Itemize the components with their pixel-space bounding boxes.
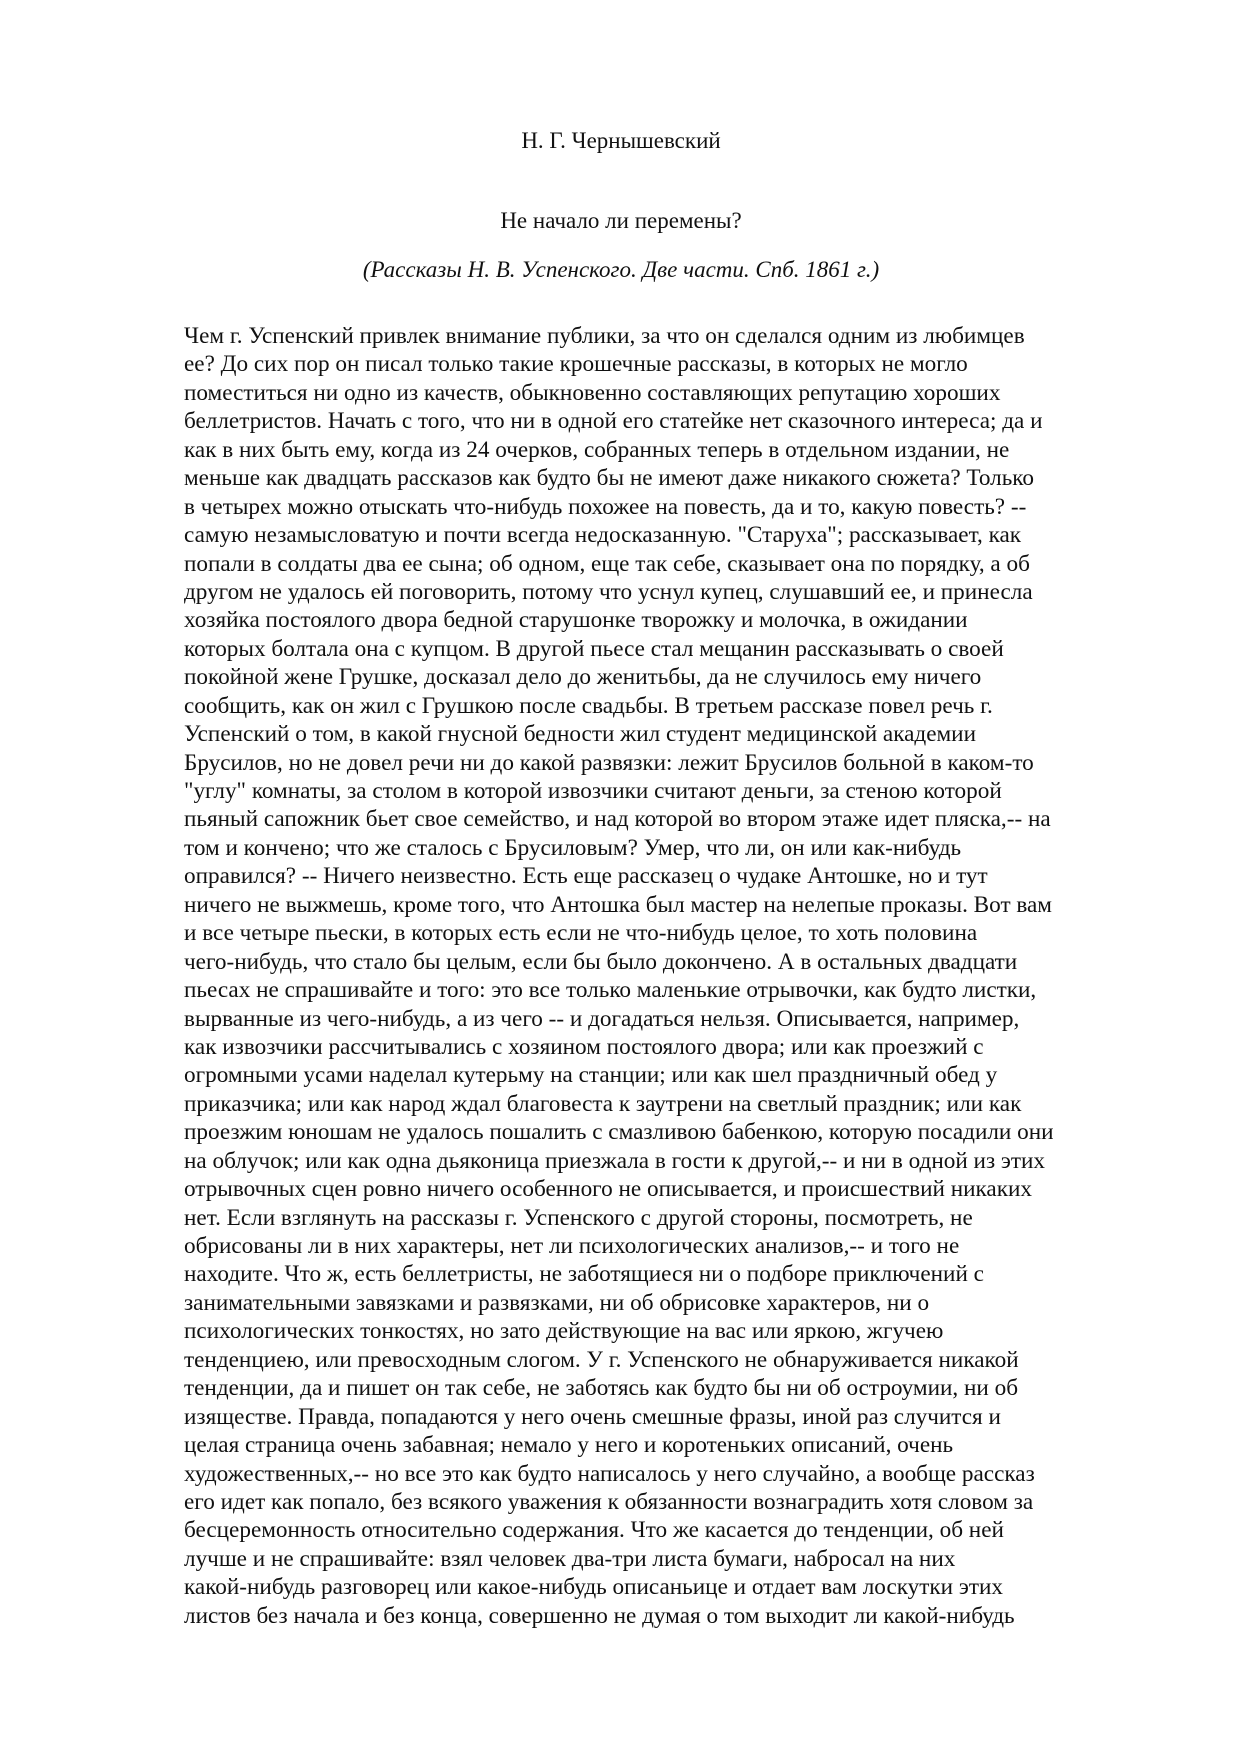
text-line: лучше и не спрашивайте: взял человек два-три листа бумаги, набросал на них: [184, 1545, 956, 1572]
article-subtitle: (Рассказы Н. В. Успенского. Две части. Спб. 1861 г.): [362, 257, 880, 282]
text-line: другом не удалось ей поговорить, потому что уснул купец, слушавший ее, и принесла: [184, 578, 1033, 605]
text-line: его идет как попало, без всякого уважения к обязанности вознаградить хотя словом за: [184, 1488, 1034, 1515]
text-line: том и кончено; что же сталось с Брусиловым? Умер, что ли, он или как-нибудь: [184, 834, 962, 861]
text-line: поместиться ни одно из качеств, обыкновенно составляющих репутацию хороших: [184, 379, 1001, 406]
text-line: целая страница очень забавная; немало у него и коротеньких описаний, очень: [184, 1432, 954, 1459]
text-line: беллетристов. Начать с того, что ни в одной его статейке нет сказочного интереса; да и: [184, 408, 1043, 435]
text-line: вырванные из чего-нибудь, а из чего -- и догадаться нельзя. Описывается, например,: [184, 1005, 1020, 1032]
text-line: нет. Если взглянуть на рассказы г. Успенского с другой стороны, посмотреть, не: [184, 1204, 973, 1231]
text-line: чего-нибудь, что стало бы целым, если бы было докончено. А в остальных двадцати: [184, 948, 1018, 975]
text-line: отрывочных сцен ровно ничего особенного не описывается, и происшествий никаких: [184, 1176, 1032, 1203]
text-line: Чем г. Успенский привлек внимание публики, за что он сделался одним из любимцев: [184, 323, 1025, 349]
text-line: изяществе. Правда, попадаются у него очень смешные фразы, иной раз случится и: [184, 1403, 1001, 1430]
text-line: как в них быть ему, когда из 24 очерков, собранных теперь в отдельном издании, не: [184, 436, 1010, 463]
text-line: меньше как двадцать рассказов как будто бы не имеют даже никакого сюжета? Только: [184, 465, 1034, 492]
text-line: обрисованы ли в них характеры, нет ли психологических анализов,-- и того не: [184, 1233, 960, 1259]
body-paragraph: [184, 322, 1134, 1630]
text-line: находите. Что ж, есть беллетристы, не заботящиеся ни о подборе приключений с: [184, 1261, 984, 1288]
text-line: в четырех можно отыскать что-нибудь похожее на повесть, да и то, какую повесть? --: [184, 493, 1027, 520]
text-line: Успенский о том, в какой гнусной бедности жил студент медицинской академии: [184, 721, 977, 748]
text-line: оправился? -- Ничего неизвестно. Есть еще рассказец о чудаке Антошке, но и тут: [184, 863, 988, 890]
text-line: тенденциею, или превосходным слогом. У г. Успенского не обнаруживается никакой: [184, 1346, 1019, 1373]
text-line: попали в солдаты два ее сына; об одном, еще так себе, сказывает она по порядку, а об: [184, 550, 1030, 577]
text-line: приказчика; или как народ ждал благовеста к заутрени на светлый праздник; или как: [184, 1090, 1022, 1117]
text-line: листов без начала и без конца, совершенно не думая о том выходит ли какой-нибудь: [184, 1602, 1015, 1629]
text-line: ее? До сих пор он писал только такие крошечные рассказы, в которых не могло: [184, 351, 968, 378]
text-line: ничего не выжмешь, кроме того, что Антошка был мастер на нелепые проказы. Вот вам: [184, 891, 1052, 918]
author-name: Н. Г. Чернышевский: [521, 128, 721, 153]
text-line: пьяный сапожник бьет свое семейство, и над которой во втором этаже идет пляска,-- на: [184, 806, 1051, 833]
text-line: психологических тонкостях, но зато действующие на вас или яркою, жгучею: [184, 1318, 944, 1345]
text-line: которых болтала она с купцом. В другой пьесе стал мещанин рассказывать о своей: [184, 635, 1004, 662]
text-line: пьесах не спрашивайте и того: это все только маленькие отрывочки, как будто листки,: [184, 977, 1037, 1004]
text-line: какой-нибудь разговорец или какое-нибудь описаньице и отдает вам лоскутки этих: [184, 1574, 1003, 1601]
text-line: и все четыре пьески, в которых есть если не что-нибудь целое, то хоть половина: [184, 920, 978, 947]
text-line: художественных,-- но все это как будто написалось у него случайно, а вообще рассказ: [184, 1460, 1035, 1487]
text-line: покойной жене Грушке, досказал дело до женитьбы, да не случилось ему ничего: [184, 664, 982, 691]
text-line: огромными усами наделал кутерьму на станции; или как шел праздничный обед у: [184, 1062, 998, 1089]
text-line: на облучок; или как одна дьяконица приезжала в гости к другой,-- и ни в одной из этих: [184, 1147, 1045, 1174]
text-line: тенденции, да и пишет он так себе, не заботясь как будто бы ни об остроумии, ни об: [184, 1375, 1019, 1402]
text-line: сообщить, как он жил с Грушкою после свадьбы. В третьем рассказе повел речь г.: [184, 692, 993, 719]
text-line: проезжим юношам не удалось пошалить с смазливою бабенкою, которую посадили они: [184, 1119, 1054, 1146]
text-line: занимательными завязками и развязками, ни об обрисовке характеров, ни о: [184, 1289, 930, 1316]
text-line: самую незамысловатую и почти всегда недосказанную. "Старуха"; рассказывает, как: [184, 522, 1022, 549]
text-line: как извозчики рассчитывались с хозяином постоялого двора; или как проезжий с: [184, 1033, 984, 1060]
article-title: Не начало ли перемены?: [500, 208, 742, 233]
text-line: бесцеремонность относительно содержания. Что же касается до тенденции, об ней: [184, 1517, 1004, 1544]
text-line: "углу" комнаты, за столом в которой извозчики считают деньги, за стеною которой: [184, 778, 1002, 804]
text-line: Брусилов, но не довел речи ни до какой развязки: лежит Брусилов больной в каком-то: [184, 749, 1034, 776]
text-line: хозяйка постоялого двора бедной старушонке творожку и молочка, в ожидании: [184, 607, 968, 634]
